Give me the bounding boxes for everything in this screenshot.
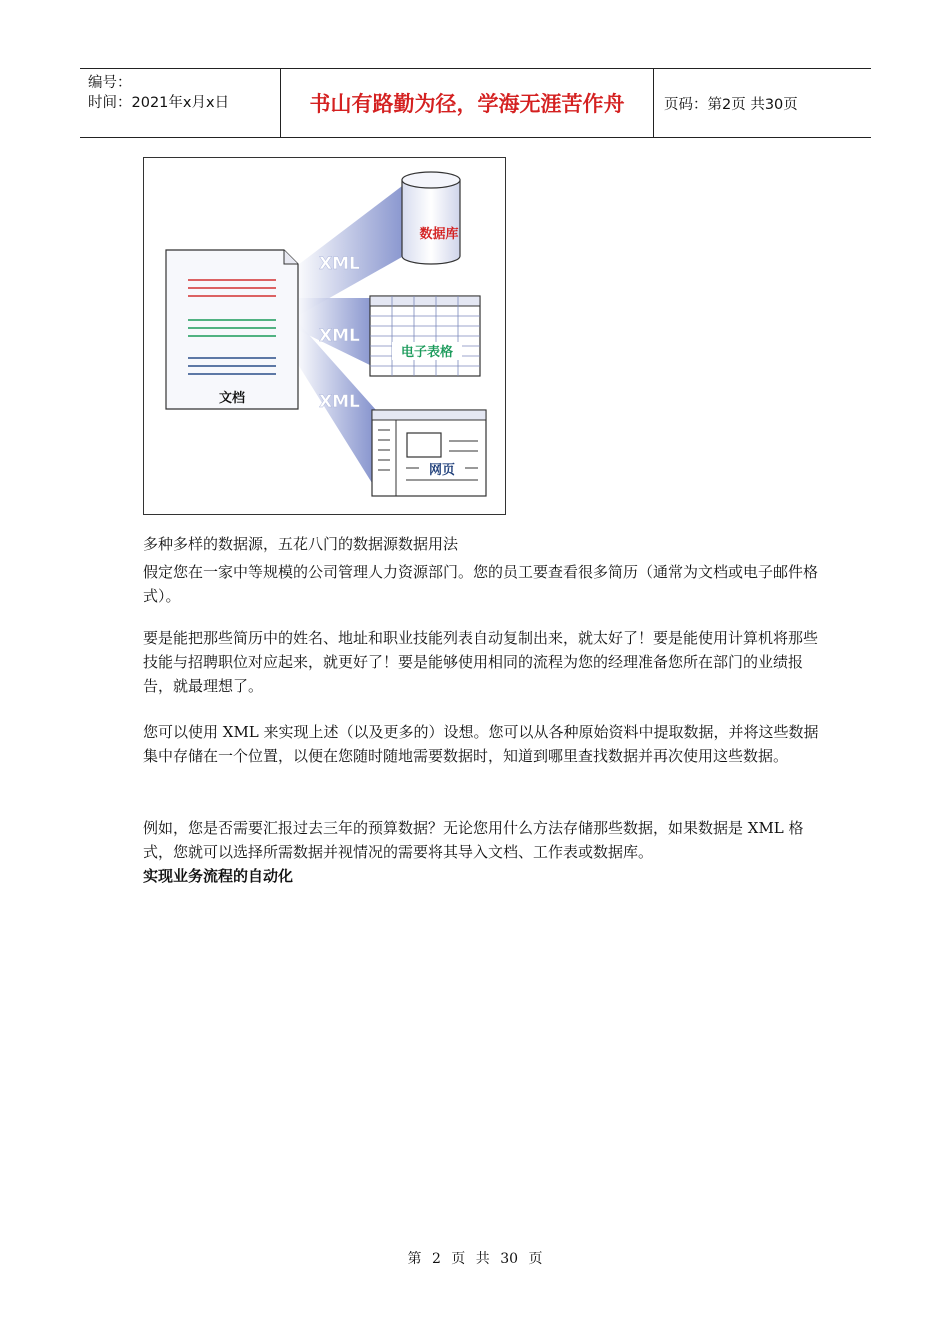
header-page-info: 页码：第2页 共30页	[664, 96, 798, 113]
figure-caption: 多种多样的数据源，五花八门的数据源数据用法	[143, 535, 459, 553]
xml-label-mid: XML	[319, 326, 360, 346]
webpage-icon	[372, 410, 486, 496]
number-label: 编号：	[88, 75, 132, 91]
xml-label-top: XML	[319, 254, 360, 274]
section-heading: 实现业务流程的自动化	[143, 867, 294, 885]
page-footer: 第 2 页 共 30 页	[407, 1251, 543, 1267]
xml-label-bottom: XML	[319, 392, 360, 412]
database-icon	[402, 172, 460, 264]
paragraph-2: 要是能把那些简历中的姓名、地址和职业技能列表自动复制出来，就太好了！要是能使用计算机将那些技能与招聘职位对应起来，就更好了！要是能够使用相同的流程为您的经理准备您所在部门的业绩报告，就最理想了。	[143, 629, 819, 695]
document-label: 文档	[218, 391, 246, 406]
page-header	[80, 68, 871, 138]
spreadsheet-icon	[370, 296, 480, 376]
header-meta	[80, 69, 281, 137]
webpage-label: 网页	[428, 463, 456, 478]
time-label: 时间：2021年x月x日	[88, 95, 230, 111]
header-motto: 书山有路勤为径，学海无涯苦作舟	[281, 69, 654, 137]
paragraph-1: 假定您在一家中等规模的公司管理人力资源部门。您的员工要查看很多简历（通常为文档或电子邮件格式）。	[143, 563, 819, 605]
spreadsheet-label: 电子表格	[400, 345, 454, 360]
database-label: 数据库	[419, 227, 459, 242]
paragraph-3: 您可以使用 XML 来实现上述（以及更多的）设想。您可以从各种原始资料中提取数据，并将这些数据集中存储在一个位置，以便在您随时随地需要数据时，知道到哪里查找数据并再次使用这些数据。	[143, 723, 819, 765]
paragraph-4: 例如，您是否需要汇报过去三年的预算数据？无论您用什么方法存储那些数据，如果数据是 XML 格式，您就可以选择所需数据并视情况的需要将其导入文档、工作表或数据库。	[143, 819, 804, 861]
xml-diagram	[143, 157, 506, 515]
document-icon	[166, 250, 298, 409]
